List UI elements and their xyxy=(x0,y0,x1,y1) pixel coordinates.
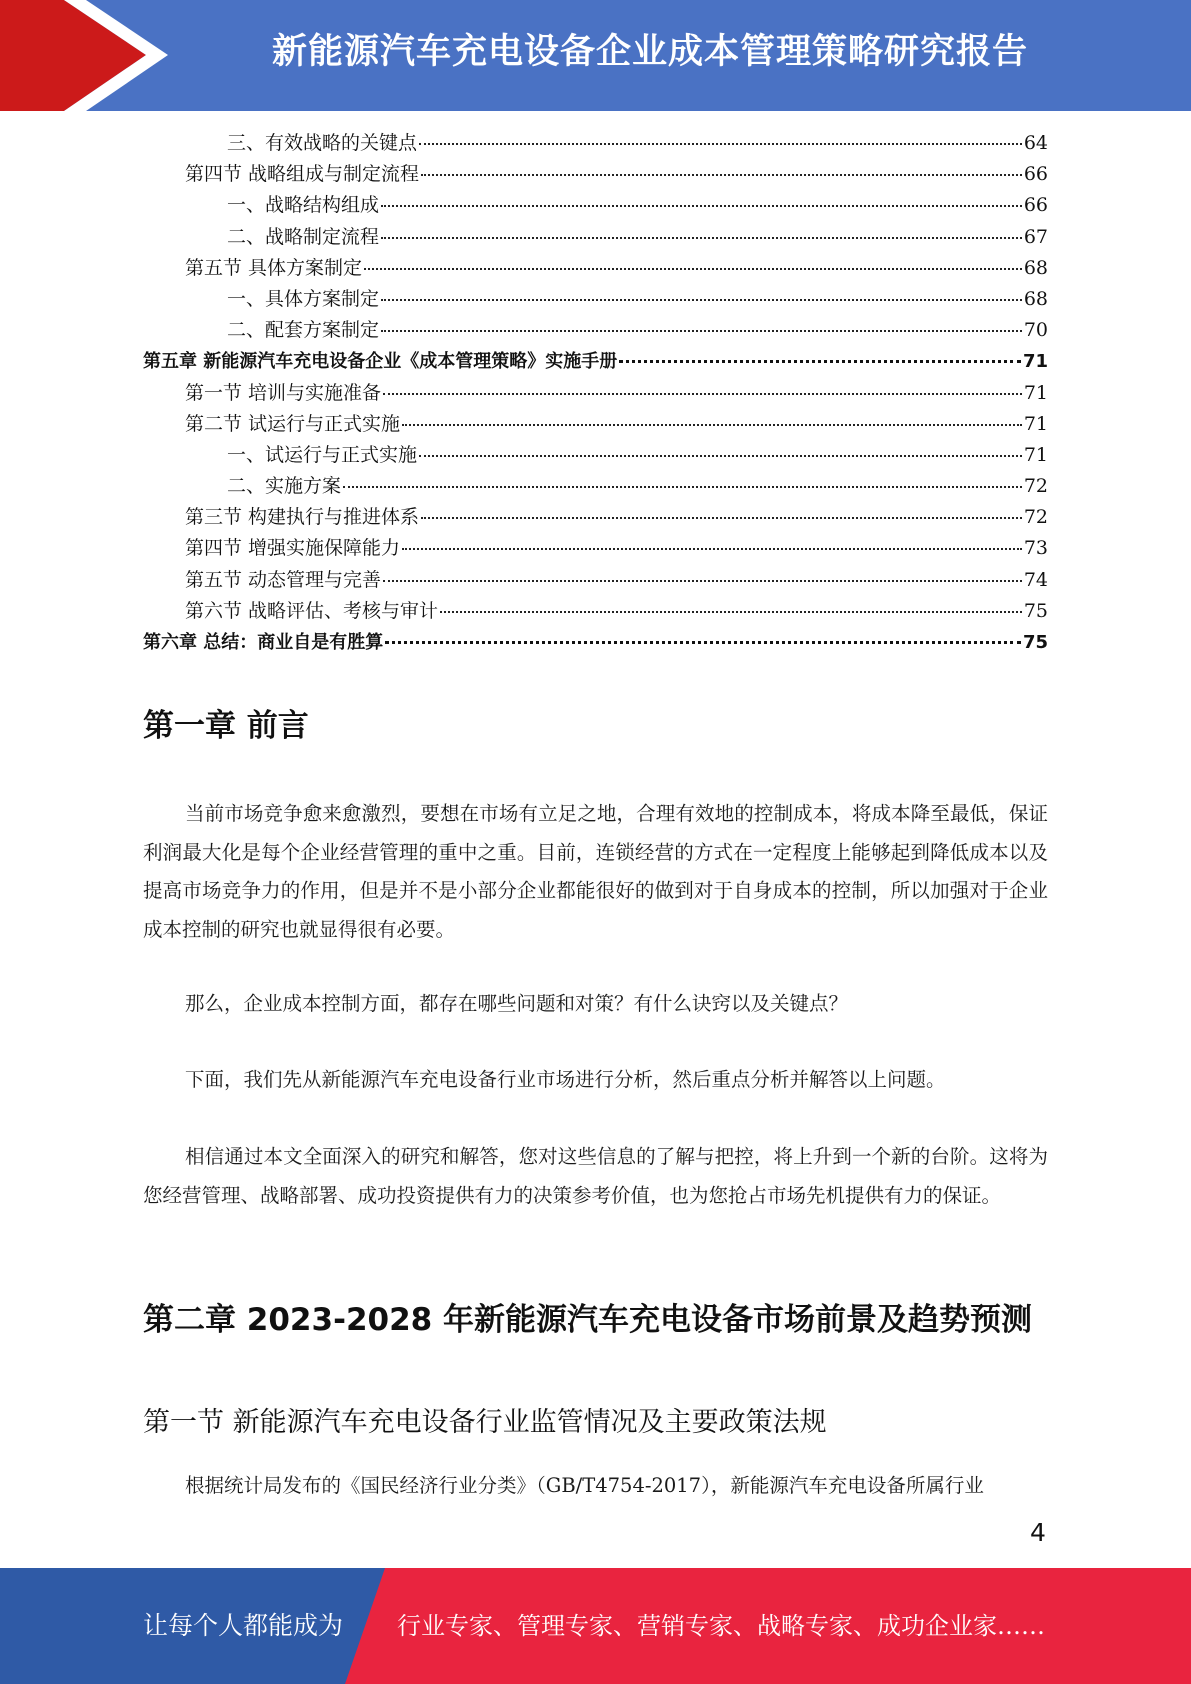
chapter-1-paragraph-2: 那么，企业成本控制方面，都存在哪些问题和对策？有什么诀窍以及关键点？ xyxy=(185,992,849,1015)
toc-entry-page: 68 xyxy=(1023,287,1048,310)
toc-entry-page: 73 xyxy=(1023,537,1048,560)
toc-leader-dots xyxy=(440,610,1022,613)
header-banner xyxy=(0,0,1191,111)
toc-entry-label: 第六章 总结：商业自是有胜算 xyxy=(143,632,384,653)
toc-entry[interactable] xyxy=(143,627,1048,658)
toc-entry-page: 75 xyxy=(1022,632,1048,653)
toc-leader-dots xyxy=(402,547,1022,550)
toc-entry-page: 64 xyxy=(1023,132,1048,154)
toc-leader-dots xyxy=(383,392,1022,395)
toc-entry[interactable] xyxy=(143,502,1048,533)
toc-entry[interactable] xyxy=(143,190,1048,221)
toc-leader-dots xyxy=(381,298,1022,301)
toc-entry-label: 第四节 增强实施保障能力 xyxy=(185,537,401,560)
toc-entry[interactable] xyxy=(143,346,1048,377)
toc-entry-page: 66 xyxy=(1023,194,1048,217)
toc-entry[interactable] xyxy=(143,409,1048,440)
toc-entry-label: 二、实施方案 xyxy=(227,475,342,498)
toc-leader-dots xyxy=(421,173,1022,176)
toc-entry-page: 66 xyxy=(1023,163,1048,186)
toc-entry-label: 第六节 战略评估、考核与审计 xyxy=(185,599,439,622)
toc-entry-label: 第五节 动态管理与完善 xyxy=(185,568,382,591)
page-number: 4 xyxy=(1030,1518,1046,1547)
toc-entry[interactable] xyxy=(143,284,1048,315)
toc-leader-dots xyxy=(421,516,1022,519)
toc-entry-label: 一、具体方案制定 xyxy=(227,287,380,310)
toc-entry-label: 第五章 新能源汽车充电设备企业《成本管理策略》实施手册 xyxy=(143,351,618,373)
toc-leader-dots xyxy=(385,640,1021,644)
toc-entry-page: 67 xyxy=(1023,225,1048,248)
toc-entry-page: 68 xyxy=(1023,256,1048,279)
toc-entry[interactable] xyxy=(143,565,1048,596)
toc-entry-page: 72 xyxy=(1023,506,1048,529)
toc-leader-dots xyxy=(419,142,1022,145)
toc-leader-dots xyxy=(402,423,1022,426)
toc-entry-page: 71 xyxy=(1023,443,1048,466)
toc-leader-dots xyxy=(364,267,1022,270)
toc-entry[interactable] xyxy=(143,222,1048,253)
toc-entry-page: 75 xyxy=(1023,599,1048,622)
toc-leader-dots xyxy=(419,454,1022,457)
toc-entry[interactable] xyxy=(143,159,1048,190)
toc-leader-dots xyxy=(619,359,1021,363)
toc-entry[interactable] xyxy=(143,315,1048,346)
toc-entry-label: 第五节 具体方案制定 xyxy=(185,256,363,279)
chapter-2-heading: 第二章 2023-2028 年新能源汽车充电设备市场前景及趋势预测 xyxy=(143,1302,1033,1338)
toc-entry-page: 71 xyxy=(1023,412,1048,435)
toc-leader-dots xyxy=(381,204,1022,207)
toc-entry-page: 70 xyxy=(1023,319,1048,342)
footer-slogan-right: 行业专家、管理专家、营销专家、战略专家、成功企业家…… xyxy=(397,1612,1045,1640)
toc-entry[interactable] xyxy=(143,253,1048,284)
toc-entry-label: 一、战略结构组成 xyxy=(227,194,380,217)
footer-banner xyxy=(0,1568,1191,1684)
toc-entry-label: 第三节 构建执行与推进体系 xyxy=(185,506,420,529)
table-of-contents xyxy=(143,128,1048,658)
toc-entry-label: 三、有效战略的关键点 xyxy=(227,132,418,154)
toc-entry-label: 第一节 培训与实施准备 xyxy=(185,381,382,404)
toc-leader-dots xyxy=(381,236,1022,239)
toc-entry[interactable] xyxy=(143,128,1048,159)
report-title: 新能源汽车充电设备企业成本管理策略研究报告 xyxy=(271,32,1028,72)
toc-entry-label: 第四节 战略组成与制定流程 xyxy=(185,163,420,186)
chapter-1-paragraph-4: 相信通过本文全面深入的研究和解答，您对这些信息的了解与把控，将上升到一个新的台阶。这将为您经营管理、战略部署、成功投资提供有力的决策参考价值，也为您抢占市场先机提供有力的保证。 xyxy=(143,1145,1048,1207)
toc-entry-page: 72 xyxy=(1023,475,1048,498)
toc-entry-label: 二、战略制定流程 xyxy=(227,225,380,248)
section-1-heading: 第一节 新能源汽车充电设备行业监管情况及主要政策法规 xyxy=(143,1407,827,1438)
toc-entry[interactable] xyxy=(143,440,1048,471)
toc-leader-dots xyxy=(343,485,1022,488)
toc-entry[interactable] xyxy=(143,596,1048,627)
toc-entry-label: 一、试运行与正式实施 xyxy=(227,443,418,466)
section-1-paragraph: 根据统计局发布的《国民经济行业分类》（GB/T4754-2017），新能源汽车充电设备所属行业 xyxy=(185,1474,984,1497)
toc-entry-label: 第二节 试运行与正式实施 xyxy=(185,412,401,435)
chapter-1-heading: 第一章 前言 xyxy=(143,708,309,744)
chapter-1-paragraph-1: 当前市场竞争愈来愈激烈，要想在市场有立足之地，合理有效地的控制成本，将成本降至最低，保证利润最大化是每个企业经营管理的重中之重。目前，连锁经营的方式在一定程度上能够起到降低成本以及提高市场竞争力的作用，但是并不是小部分企业都能很好的做到对于自身成本的控制，所以加强对于企业成本控制的研究也就显得很有必要。 xyxy=(143,802,1048,941)
toc-leader-dots xyxy=(383,579,1022,582)
toc-entry-page: 71 xyxy=(1023,381,1048,404)
toc-entry[interactable] xyxy=(143,471,1048,502)
toc-entry-page: 71 xyxy=(1022,351,1048,373)
toc-entry-label: 二、配套方案制定 xyxy=(227,319,380,342)
toc-entry[interactable] xyxy=(143,378,1048,409)
toc-leader-dots xyxy=(381,329,1022,332)
toc-entry-page: 74 xyxy=(1023,568,1048,591)
chapter-1-paragraph-3: 下面，我们先从新能源汽车充电设备行业市场进行分析，然后重点分析并解答以上问题。 xyxy=(185,1068,946,1091)
footer-slogan-left: 让每个人都能成为 xyxy=(143,1611,344,1640)
toc-entry[interactable] xyxy=(143,533,1048,564)
